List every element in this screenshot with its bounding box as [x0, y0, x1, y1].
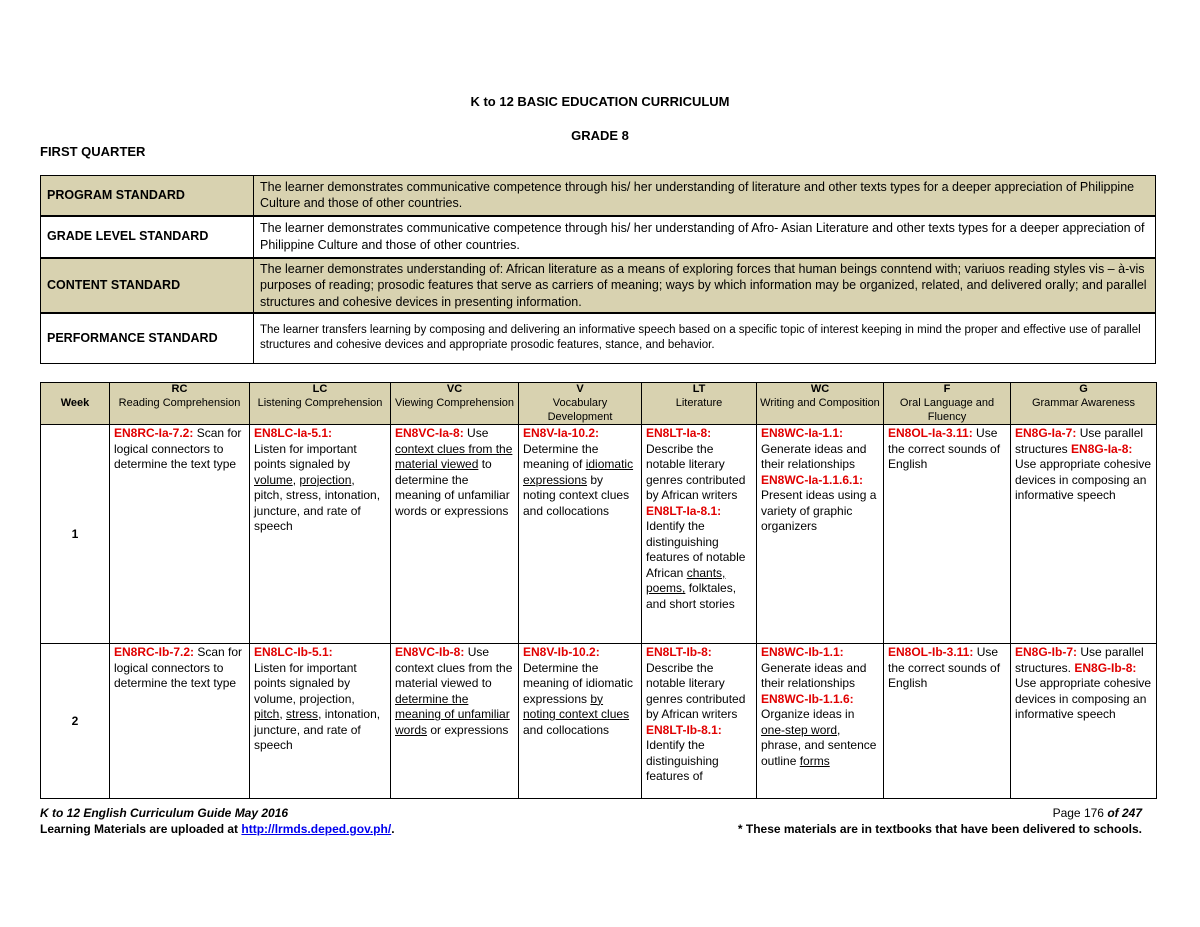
competency-text: Identify the distinguishing features of: [646, 738, 719, 784]
competency-code: EN8LT-Ia-8.1:: [646, 503, 722, 518]
document-title: K to 12 BASIC EDUCATION CURRICULUM: [470, 94, 730, 109]
standard-row-program: [41, 176, 1156, 216]
week-header: Week: [41, 383, 110, 425]
competency-code: EN8G-Ib-7:: [1015, 645, 1078, 660]
column-code: VC: [446, 383, 463, 395]
column-name: Listening Comprehension: [257, 396, 383, 409]
competency-text: Present ideas using a variety of graphic organizers: [761, 488, 877, 534]
competency-text: pitch: [254, 707, 280, 722]
competency-text: Use the correct sounds of English: [888, 645, 1001, 691]
standards-table: [40, 175, 1156, 364]
competency-text: Generate ideas and their relationships: [761, 660, 867, 691]
competency-cell-lt: [642, 644, 757, 799]
column-header-lc: [250, 383, 391, 425]
standard-text: The learner demonstrates understanding of: African literature as a means of exploring forces that human beings conntend with; variuos reading styles vis – à-vis purposes of reading; prosodic features that serve as carriers of meaning; ways by which information may be organized, related, and delivered orally; and parallel structures and cohesive devices in presenting information.: [254, 258, 1156, 314]
column-name: Oral Language and Fluency: [899, 396, 995, 423]
competency-text: and collocations: [523, 722, 610, 737]
competency-text: ,: [279, 707, 283, 722]
competency-text: Listen for important points signaled by volume, projection,: [254, 660, 357, 706]
competency-code: EN8LT-Ib-8.1:: [646, 722, 722, 737]
grade-title: GRADE 8: [571, 128, 629, 143]
column-code: RC: [171, 383, 188, 395]
standard-text: The learner demonstrates communicative competence through his/ her understanding of literature and other texts types for a deeper appreciation of Philippine Culture and those of other countries.: [254, 176, 1156, 216]
competency-text: by noting context clues: [523, 691, 630, 722]
competency-cell-f: [884, 425, 1011, 644]
competency-code: EN8WC-Ia-1.1:: [761, 426, 844, 441]
materials-end: .: [391, 822, 395, 836]
footer-materials: [40, 822, 395, 836]
competency-code: EN8VC-Ib-8:: [395, 645, 465, 660]
competency-text: Use context clues from the material viewed to: [395, 645, 513, 691]
standard-row-content: [41, 258, 1156, 314]
competency-text: Use parallel structures.: [1015, 645, 1144, 675]
competency-cell-g: [1011, 425, 1157, 644]
competency-code: EN8OL-Ia-3.11:: [888, 426, 973, 441]
competency-cell-vc: [391, 425, 519, 644]
competency-text: Listen for important points signaled by: [254, 441, 357, 472]
table-row: [41, 644, 1157, 799]
competency-text: idiomatic expressions: [523, 457, 634, 487]
column-header-f: [884, 383, 1011, 425]
curriculum-table: [40, 382, 1157, 799]
competency-text: , intonation, juncture, and rate of speech: [254, 707, 381, 753]
competency-cell-wc: [757, 644, 884, 799]
competency-text: or expressions: [430, 722, 509, 737]
competency-code: EN8WC-Ia-1.1.6.1:: [761, 472, 864, 487]
competency-cell-vc: [391, 644, 519, 799]
week-number: 2: [41, 644, 110, 799]
column-name: Literature: [675, 396, 723, 409]
column-code: V: [576, 383, 584, 395]
competency-code: EN8WC-Ib-1.1.6:: [761, 691, 854, 706]
competency-text: , pitch, stress, intonation, juncture, and rate of speech: [254, 472, 381, 534]
column-code: LT: [692, 383, 706, 395]
competency-text: Describe the notable literary genres contributed by African writers: [646, 441, 746, 503]
competency-code: EN8VC-Ia-8:: [395, 426, 464, 441]
column-code: LC: [312, 383, 328, 395]
competency-text: determine the meaning of unfamiliar words: [395, 691, 510, 737]
materials-text: Learning Materials are uploaded at: [40, 822, 239, 836]
competency-code: EN8G-Ia-7:: [1015, 426, 1077, 441]
competency-text: Determine the meaning of idiomatic expressions: [523, 660, 634, 706]
competency-code: EN8LT-Ia-8:: [646, 426, 712, 441]
competency-text: stress: [286, 707, 319, 722]
competency-cell-rc: [110, 425, 250, 644]
page-total: of 247: [1107, 806, 1142, 820]
column-header-vc: [391, 383, 519, 425]
standard-label: PROGRAM STANDARD: [41, 176, 254, 216]
competency-text: context clues from the material viewed: [395, 441, 513, 472]
standard-row-grade-level: [41, 216, 1156, 258]
competency-text: projection: [299, 472, 352, 487]
column-code: G: [1079, 383, 1088, 395]
competency-cell-v: [519, 644, 642, 799]
competency-cell-g: [1011, 644, 1157, 799]
competency-text: Use appropriate cohesive devices in composing an informative speech: [1015, 676, 1152, 722]
competency-text: Use parallel structures: [1015, 426, 1144, 456]
column-header-g: [1011, 383, 1157, 425]
column-name: Reading Comprehension: [118, 396, 241, 409]
standard-label: CONTENT STANDARD: [41, 258, 254, 314]
table-header-row: [41, 383, 1157, 425]
competency-text: Scan for logical connectors to determine the text type: [114, 645, 243, 691]
competency-code: EN8V-Ib-10.2:: [523, 645, 600, 660]
competency-text: ,: [292, 472, 297, 487]
materials-link[interactable]: http://lrmds.deped.gov.ph/: [241, 822, 392, 836]
standard-text: The learner demonstrates communicative competence through his/ her understanding of Afro- Asian Literature and other texts types for a deeper appreciation of Philippine Culture and those of other countries.: [254, 216, 1156, 258]
page-label: Page 176: [1052, 806, 1104, 820]
column-header-lt: [642, 383, 757, 425]
competency-text: , phrase, and sentence outline: [761, 722, 877, 768]
competency-cell-rc: [110, 644, 250, 799]
competency-text: Organize ideas in: [761, 707, 855, 722]
competency-text: Determine the meaning of: [523, 441, 599, 472]
competency-code: EN8G-Ib-8:: [1074, 660, 1137, 675]
week-number: 1: [41, 425, 110, 644]
competency-text: folktales, and short stories: [646, 581, 737, 611]
column-name: Writing and Composition: [760, 396, 880, 409]
competency-text: forms: [799, 753, 830, 768]
column-header-rc: [110, 383, 250, 425]
competency-cell-f: [884, 644, 1011, 799]
column-name: Grammar Awareness: [1031, 396, 1136, 409]
column-name: Viewing Comprehension: [394, 396, 515, 409]
quarter-title: FIRST QUARTER: [40, 144, 146, 159]
competency-code: EN8LT-Ib-8:: [646, 645, 712, 660]
competency-code: EN8V-Ia-10.2:: [523, 426, 600, 441]
standard-label: PERFORMANCE STANDARD: [41, 313, 254, 363]
competency-code: EN8LC-Ia-5.1:: [254, 426, 333, 441]
competency-text: Use the correct sounds of English: [888, 426, 1001, 472]
column-name: Vocabulary Development: [547, 396, 613, 423]
competency-code: EN8RC-Ia-7.2:: [114, 426, 194, 441]
standard-label: GRADE LEVEL STANDARD: [41, 216, 254, 258]
footer-note: * These materials are in textbooks that have been delivered to schools.: [737, 822, 1142, 836]
competency-cell-v: [519, 425, 642, 644]
competency-code: EN8OL-Ib-3.11:: [888, 645, 974, 660]
competency-code: EN8G-Ia-8:: [1071, 441, 1133, 456]
competency-text: by noting context clues and collocations: [523, 472, 630, 518]
competency-cell-lt: [642, 425, 757, 644]
competency-text: Use: [467, 426, 489, 441]
standard-row-performance: [41, 313, 1156, 363]
competency-cell-wc: [757, 425, 884, 644]
competency-text: Identify the distinguishing features of notable African: [646, 519, 746, 580]
column-code: WC: [810, 383, 830, 395]
footer-guide-title: K to 12 English Curriculum Guide May 2016: [40, 806, 289, 820]
competency-text: Scan for logical connectors to determine the text type: [114, 426, 242, 472]
competency-code: EN8RC-Ib-7.2:: [114, 645, 195, 660]
competency-text: Describe the notable literary genres contributed by African writers: [646, 660, 746, 722]
competency-text: Use appropriate cohesive devices in composing an informative speech: [1015, 457, 1152, 503]
competency-cell-lc: [250, 425, 391, 644]
competency-text: Generate ideas and their relationships: [761, 441, 867, 472]
standard-text: The learner transfers learning by composing and delivering an informative speech based on a specific topic of interest keeping in mind the proper and effective use of parallel structures and cohesive devices and appropriate prosodic features, stance, and behavior.: [254, 313, 1156, 363]
column-header-wc: [757, 383, 884, 425]
column-code: F: [943, 383, 951, 395]
competency-text: chants, poems,: [646, 565, 726, 596]
competency-text: to determine the meaning of unfamiliar words or expressions: [395, 457, 510, 518]
competency-text: one-step word: [761, 722, 838, 737]
competency-cell-lc: [250, 644, 391, 799]
competency-code: EN8LC-Ib-5.1:: [254, 645, 333, 660]
competency-code: EN8WC-Ib-1.1:: [761, 645, 844, 660]
table-row: [41, 425, 1157, 644]
competency-text: volume: [254, 472, 293, 487]
column-header-v: [519, 383, 642, 425]
footer-page-number: [1053, 806, 1142, 820]
